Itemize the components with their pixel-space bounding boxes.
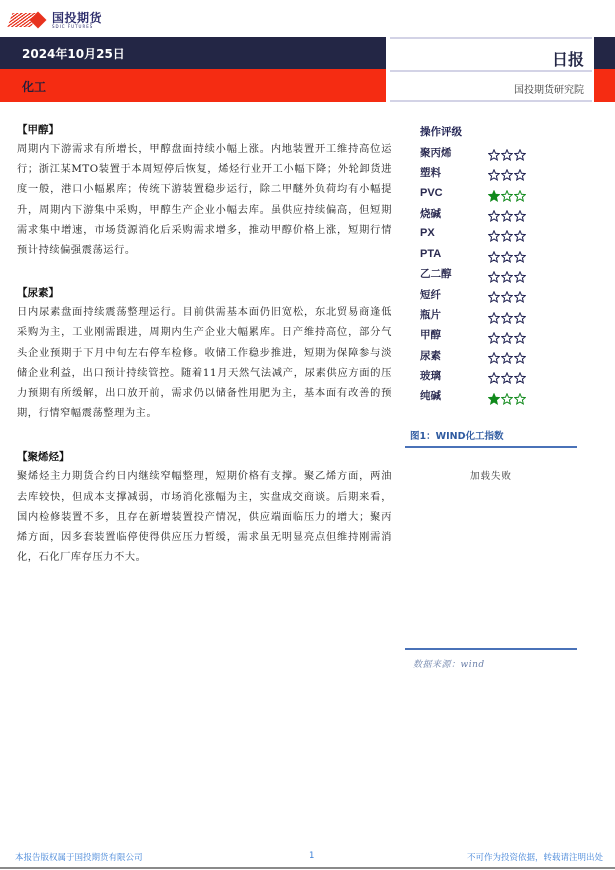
rating-product-name: PVC [420, 186, 443, 199]
rating-stars [488, 187, 526, 199]
rating-row [405, 162, 577, 182]
section-body: 日内尿素盘面持续震荡整理运行。目前供需基本面仍旧宽松，东北贸易商逢低采购为主，工业刚需跟进，周期内生产企业大幅累库。日产维持高位，部分气头企业预期于下月中旬左右停车检修。收储工作稳步推进，短期为保障参与淡储企业利益，出口预计持续管控。随着11月天然气法减产，尿素供应方面的压力预期有所缓解，出口放开前，需求仍以储备性用肥为主，基本面有改善的预期，行情窄幅震荡整理为主。 [17, 307, 392, 420]
rating-row [405, 264, 577, 284]
rating-stars [488, 329, 526, 341]
star-outline-icon [501, 288, 513, 300]
figure-bottom-rule [405, 648, 577, 650]
rating-row [405, 325, 577, 345]
star-outline-icon [488, 349, 500, 361]
rating-stars [488, 268, 526, 280]
report-sector: 化工 [22, 80, 47, 94]
star-outline-icon [501, 268, 513, 280]
star-outline-icon [501, 369, 513, 381]
rating-panel [405, 122, 577, 406]
report-organization: 国投期货研究院 [514, 85, 584, 96]
section-body: 周期内下游需求有所增长，甲醇盘面持续小幅上涨。内地装置开工维持高位运行；浙江某MTO装置于本周短停后恢复，烯烃行业开工小幅下降；外轮卸货进度一般，港口小幅累库；传统下游装置稳步运行，除二甲醚外负荷均有小幅提升，周期内下游集中采购，甲醇生产企业小幅去库。虽供应持续偏高，但短期需求集中增速，市场货源消化后采购需求增多，推动甲醇价格上涨，短期行情预计持续偏强震荡运行。 [17, 144, 392, 257]
rating-row [405, 142, 577, 162]
star-outline-icon [501, 329, 513, 341]
rating-stars [488, 349, 526, 361]
star-outline-icon [501, 309, 513, 321]
rating-row [405, 183, 577, 203]
star-outline-icon [514, 349, 526, 361]
star-outline-icon [488, 329, 500, 341]
divider [390, 100, 592, 102]
rating-title: 操作评级 [420, 126, 462, 138]
rating-stars [488, 227, 526, 239]
section-title: 【尿素】 [17, 287, 59, 300]
rating-product-name: 烧碱 [420, 207, 441, 220]
footer-copyright: 本报告版权属于国投期货有限公司 [15, 853, 143, 863]
rating-row [405, 386, 577, 406]
rating-row [405, 365, 577, 385]
rating-product-name: 乙二醇 [420, 268, 452, 281]
rating-list [405, 142, 577, 406]
figure-title: 图1：WIND化工指数 [410, 431, 504, 442]
rating-row [405, 304, 577, 324]
rating-row [405, 345, 577, 365]
section-polyolefin [17, 447, 392, 568]
star-filled-icon [488, 187, 500, 199]
star-outline-icon [514, 227, 526, 239]
star-outline-icon [501, 187, 513, 199]
star-outline-icon [514, 288, 526, 300]
rating-row [405, 203, 577, 223]
star-outline-icon [501, 166, 513, 178]
divider [390, 70, 592, 72]
figure-area [405, 448, 577, 648]
star-outline-icon [488, 369, 500, 381]
star-outline-icon [488, 248, 500, 260]
star-outline-icon [488, 146, 500, 158]
section-title: 【甲醇】 [17, 124, 59, 136]
report-title-box [390, 37, 592, 102]
star-outline-icon [514, 187, 526, 199]
star-outline-icon [501, 146, 513, 158]
rating-product-name: 甲醇 [420, 329, 441, 342]
star-outline-icon [514, 390, 526, 402]
star-outline-icon [488, 268, 500, 280]
logo-mark-icon [10, 11, 48, 29]
header-band-red [0, 69, 386, 102]
footer-disclaimer: 不可作为投资依据，转载请注明出处 [466, 853, 603, 863]
header-band-navy-right [594, 37, 615, 69]
star-outline-icon [488, 207, 500, 219]
footer-rule [0, 867, 615, 869]
page-number: 1 [309, 851, 315, 861]
star-outline-icon [514, 329, 526, 341]
rating-product-name: PX [420, 227, 435, 240]
star-outline-icon [514, 369, 526, 381]
section-methanol [17, 120, 392, 261]
star-outline-icon [514, 309, 526, 321]
rating-row [405, 223, 577, 243]
rating-stars [488, 390, 526, 402]
figure-load-failed: 加载失败 [469, 471, 512, 482]
rating-product-name: 玻璃 [420, 369, 441, 382]
rating-stars [488, 288, 526, 300]
rating-product-name: 塑料 [420, 166, 441, 179]
section-title: 【聚烯烃】 [17, 451, 70, 464]
rating-row [405, 243, 577, 263]
star-outline-icon [514, 268, 526, 280]
star-outline-icon [501, 349, 513, 361]
rating-stars [488, 369, 526, 381]
rating-product-name: 纯碱 [420, 390, 441, 403]
rating-product-name: 短纤 [420, 288, 441, 301]
section-urea [17, 283, 392, 424]
star-outline-icon [514, 248, 526, 260]
logo-name-en: SDIC FUTURES [52, 23, 94, 29]
rating-stars [488, 146, 526, 158]
section-body: 聚烯烃主力期货合约日内继续窄幅整理，短期价格有支撑。聚乙烯方面，两油去库较快，但成本支撑减弱，市场消化涨幅为主，实盘成交商谈。后期来看，国内检修装置不多，且存在新增装置投产情况，供应端面临压力的增大；聚丙烯方面，因多套装置临停使得供应压力暂缓，需求虽无明显亮点但维持刚需消化，石化厂库存压力不大。 [17, 471, 392, 564]
rating-stars [488, 309, 526, 321]
star-outline-icon [501, 227, 513, 239]
figure-source: 数据来源：wind [413, 660, 485, 670]
star-outline-icon [488, 227, 500, 239]
rating-product-name: 瓶片 [420, 309, 441, 322]
star-outline-icon [514, 166, 526, 178]
main-content [17, 120, 392, 568]
star-outline-icon [488, 288, 500, 300]
company-logo [10, 9, 102, 31]
star-outline-icon [488, 309, 500, 321]
rating-stars [488, 248, 526, 260]
header-band-red-right [594, 69, 615, 102]
star-filled-icon [488, 390, 500, 402]
star-outline-icon [514, 207, 526, 219]
logo-name-cn: 国投期货 [52, 10, 103, 25]
rating-stars [488, 207, 526, 219]
rating-product-name: PTA [420, 247, 442, 260]
star-outline-icon [501, 390, 513, 402]
divider [390, 37, 592, 39]
rating-stars [488, 166, 526, 178]
rating-product-name: 尿素 [420, 349, 441, 362]
report-date: 2024年10月25日 [22, 47, 125, 61]
report-type: 日报 [551, 50, 584, 69]
star-outline-icon [488, 166, 500, 178]
star-outline-icon [501, 207, 513, 219]
rating-product-name: 聚丙烯 [420, 146, 452, 159]
page-footer [0, 849, 615, 865]
star-outline-icon [514, 146, 526, 158]
star-outline-icon [501, 248, 513, 260]
rating-row [405, 284, 577, 304]
